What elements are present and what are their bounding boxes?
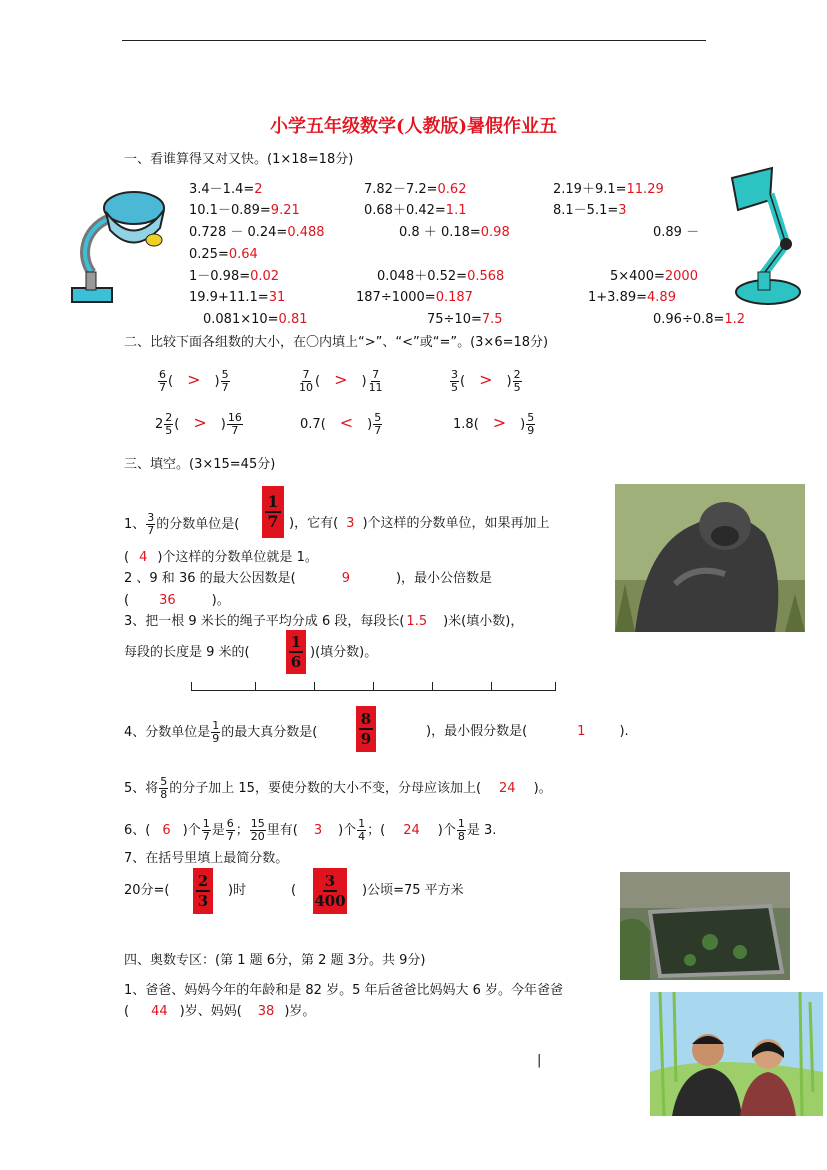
paren-close: )	[214, 374, 220, 389]
arithmetic-item	[377, 269, 504, 285]
comparison-sign: >	[193, 413, 207, 432]
arithmetic-item	[553, 203, 627, 219]
comparison-item	[157, 365, 231, 397]
paren-open: (	[473, 417, 479, 432]
arithmetic-item	[203, 312, 308, 328]
arithmetic-question: 5×400=	[610, 269, 665, 284]
q5-answer: 24	[499, 781, 516, 796]
arithmetic-question: 0.8 ＋ 0.18=	[399, 225, 481, 240]
comparison-sign: <	[339, 413, 354, 432]
arithmetic-question: 0.68＋0.42=	[364, 203, 446, 218]
q7-part-a-label: 20分=(	[124, 883, 170, 898]
arithmetic-question: 19.9+11.1=	[189, 290, 269, 305]
page-title: 小学五年级数学(人教版)暑假作业五	[269, 116, 558, 137]
q1-answer-more: 4	[139, 550, 148, 565]
couple-photo	[650, 992, 823, 1116]
section-4-heading: 四、奥数专区：(第 1 题 6分，第 2 题 3分。共 9分)	[124, 953, 426, 968]
s4-q1-line1: 1、爸爸、妈妈今年的年龄和是 82 岁。5 年后爸爸比妈妈大 6 岁。今年爸爸	[124, 983, 564, 998]
right-fraction: $\frac{5}{9}$	[527, 411, 535, 437]
q3-line2b: )(填分数)。	[310, 645, 378, 660]
arithmetic-answer: 4.89	[647, 290, 676, 305]
fraction-1-4: $\frac{1}{4}$	[358, 817, 366, 843]
section-3-heading: 三、填空。(3×15=45分)	[124, 457, 276, 472]
arithmetic-item	[189, 203, 300, 219]
arithmetic-item	[189, 247, 258, 263]
arithmetic-answer: 0.81	[278, 312, 308, 327]
arithmetic-question: 0.081×10=	[203, 312, 279, 327]
arithmetic-answer: 0.98	[480, 225, 510, 240]
fraction-5-8: $\frac{5}{8}$	[160, 775, 168, 801]
arithmetic-question: 2.19＋9.1=	[553, 182, 627, 197]
q2-answer-lcm: 36	[159, 593, 176, 608]
arithmetic-question: 0.048＋0.52=	[377, 269, 468, 284]
ruler-tick	[373, 682, 374, 691]
arithmetic-answer: 0.64	[228, 247, 258, 262]
right-fraction: $\frac{7}{11}$	[368, 368, 383, 394]
mother-age-answer: 38	[257, 1004, 275, 1019]
q4-line-b: )，最小假分数是( 1 ).	[426, 724, 629, 739]
arithmetic-question: 1+3.89=	[588, 290, 648, 305]
ruler-tick	[555, 682, 556, 691]
paren-open: (	[168, 374, 174, 389]
arithmetic-item	[189, 269, 279, 285]
arithmetic-question: 0.728 － 0.24=	[189, 225, 288, 240]
arithmetic-item	[610, 269, 698, 285]
comparison-sign: >	[479, 370, 493, 389]
comparison-item	[297, 365, 385, 397]
footer-mark: |	[537, 1053, 542, 1068]
arithmetic-question: 3.4－1.4=	[189, 182, 255, 197]
arithmetic-answer: 2000	[664, 269, 698, 284]
arithmetic-answer: 0.187	[435, 290, 473, 305]
q6-answer-b: 3	[313, 823, 323, 838]
q3-answer-decimal: 1.5	[406, 614, 428, 629]
arithmetic-answer: 31	[268, 290, 286, 305]
answer-box-2-3: 2 3	[193, 868, 213, 914]
q6-answer-c: 24	[403, 823, 420, 838]
arithmetic-answer: 0.62	[437, 182, 467, 197]
arithmetic-question: 0.96÷0.8=	[653, 312, 725, 327]
q6-line: 6、( 6 )个 $\frac{1}{7}$ 是 $\frac{6}{7}$ ； $\frac{15}{20}$ 里有( 3 )个 $\frac{1}{4}$ ；( 24 )个 $\frac{1}{8}$ 是 3.	[124, 817, 497, 843]
arithmetic-answer: 0.02	[250, 269, 280, 284]
arithmetic-question: 0.25=	[189, 247, 229, 262]
comparison-item	[300, 408, 383, 440]
q3-line1: 3、把一根 9 米长的绳子平均分成 6 段，每段长( 1.5 )米(填小数)，	[124, 614, 524, 629]
q1-line1: 1、 $\frac{3}{7}$ 的分数单位是(	[124, 511, 240, 537]
fraction-6-7: $\frac{6}{7}$	[226, 817, 234, 843]
q2-line1: 2 、9 和 36 的最大公因数是( 9 )，最小公倍数是	[124, 571, 493, 586]
ruler-tick	[191, 682, 192, 691]
arithmetic-answer: 2	[254, 182, 263, 197]
father-age-answer: 44	[151, 1004, 168, 1019]
arithmetic-item	[189, 225, 325, 241]
section-2-heading: 二、比较下面各组数的大小，在〇内填上“>”、“<”或“=”。(3×6=18分)	[124, 335, 549, 350]
arithmetic-item	[364, 182, 466, 198]
arithmetic-item	[588, 290, 676, 306]
paren-close: )	[367, 417, 373, 432]
left-whole: 1.8	[453, 417, 474, 432]
fraction-1-7: $\frac{1}{7}$	[202, 817, 210, 843]
q4-line-a: 4、分数单位是 $\frac{1}{9}$ 的最大真分数是(	[124, 719, 318, 745]
right-fraction: $\frac{5}{7}$	[221, 368, 229, 394]
right-fraction: $\frac{5}{7}$	[374, 411, 382, 437]
q1-line1-rest: )，它有( 3 )个这样的分数单位，如果再加上	[289, 516, 550, 531]
q2-line2: ( 36 )。	[124, 593, 230, 608]
left-whole: 0.7	[300, 417, 321, 432]
q7-part-b-open: (	[291, 883, 297, 898]
ruler-tick	[491, 682, 492, 691]
paren-close: )	[506, 374, 512, 389]
q1-answer-count: 3	[346, 516, 355, 531]
paren-open: (	[174, 417, 180, 432]
arithmetic-question: 75÷10=	[427, 312, 482, 327]
arithmetic-question: 7.82－7.2=	[364, 182, 438, 197]
comparison-sign: >	[334, 370, 348, 389]
fraction-15-20: $\frac{15}{20}$	[250, 817, 265, 843]
arithmetic-item	[364, 203, 466, 219]
arithmetic-item	[399, 225, 510, 241]
ruler-tick	[255, 682, 256, 691]
arithmetic-answer: 1.1	[445, 203, 467, 218]
left-fraction: $\frac{6}{7}$	[159, 368, 166, 394]
ruler-tick	[432, 682, 433, 691]
comparison-item	[449, 365, 523, 397]
q3-line2a: 每段的长度是 9 米的(	[124, 645, 250, 660]
arithmetic-question: 0.89 －	[653, 225, 700, 240]
comparison-item	[155, 408, 244, 440]
arithmetic-item	[189, 290, 285, 306]
s4-q1-line2: ( 44 )岁、妈妈( 38 )岁。	[124, 1004, 316, 1019]
arithmetic-answer: 0.568	[467, 269, 505, 284]
ruler-tick	[314, 682, 315, 691]
paren-open: (	[315, 374, 321, 389]
paren-close: )	[220, 417, 226, 432]
right-fraction: $\frac{16}{7}$	[227, 411, 242, 437]
q4-answer-improper: 1	[577, 724, 586, 739]
arithmetic-question: 187÷1000=	[356, 290, 436, 305]
q7-part-a-unit: )时	[228, 883, 247, 898]
fraction-3-7: $\frac{3}{7}$	[147, 511, 155, 537]
comparison-item	[453, 408, 536, 440]
fraction-1-9: $\frac{1}{9}$	[212, 719, 220, 745]
rope-segment-diagram	[191, 682, 556, 691]
arithmetic-answer: 3	[618, 203, 627, 218]
q2-answer-gcd: 9	[341, 571, 350, 586]
left-fraction: $\frac{2}{5}$	[165, 411, 173, 437]
arithmetic-answer: 9.21	[270, 203, 300, 218]
q1-line2: ( 4 )个这样的分数单位就是 1。	[124, 550, 318, 565]
fraction-1-8: $\frac{1}{8}$	[457, 817, 465, 843]
left-whole: 2	[155, 417, 164, 432]
arithmetic-question: 10.1－0.89=	[189, 203, 271, 218]
arithmetic-answer: 11.29	[626, 182, 664, 197]
answer-box-8-9: 8 9	[356, 706, 376, 752]
paren-close: )	[361, 374, 367, 389]
answer-box-unit-1-7: 1 7	[262, 486, 284, 538]
arithmetic-answer: 0.488	[287, 225, 325, 240]
q7-part-b-rest: )公顷=75 平方米	[362, 883, 464, 898]
gorilla-photo	[615, 484, 805, 632]
answer-box-1-6: 1 6	[286, 630, 306, 674]
left-fraction: $\frac{7}{10}$	[299, 368, 313, 394]
q6-answer-a: 6	[162, 823, 171, 838]
q5-line: 5、将 $\frac{5}{8}$ 的分子加上 15，要使分数的大小不变，分母应该加上( 24 )。	[124, 775, 552, 801]
desk-lamp-left-illustration	[62, 178, 174, 310]
q7-heading: 7、在括号里填上最简分数。	[124, 851, 289, 866]
arithmetic-item	[189, 182, 263, 198]
arithmetic-item	[653, 312, 745, 328]
pond-photo	[620, 872, 790, 980]
comparison-sign: >	[187, 370, 201, 389]
answer-box-3-400: 3 400	[313, 868, 347, 914]
header-rule	[122, 40, 706, 41]
comparison-sign: >	[492, 413, 507, 432]
right-fraction: $\frac{2}{5}$	[513, 368, 521, 394]
left-fraction: $\frac{3}{5}$	[451, 368, 458, 394]
paren-open: (	[320, 417, 326, 432]
arithmetic-question: 1－0.98=	[189, 269, 251, 284]
arithmetic-item	[553, 182, 664, 198]
arithmetic-answer: 7.5	[481, 312, 503, 327]
paren-close: )	[520, 417, 526, 432]
paren-open: (	[460, 374, 466, 389]
arithmetic-item	[356, 290, 473, 306]
arithmetic-answer: 1.2	[724, 312, 746, 327]
arithmetic-item	[653, 225, 699, 241]
arithmetic-item	[427, 312, 503, 328]
section-1-heading: 一、看谁算得又对又快。(1×18=18分)	[124, 152, 354, 167]
desk-lamp-right-illustration	[718, 164, 818, 310]
arithmetic-question: 8.1－5.1=	[553, 203, 619, 218]
